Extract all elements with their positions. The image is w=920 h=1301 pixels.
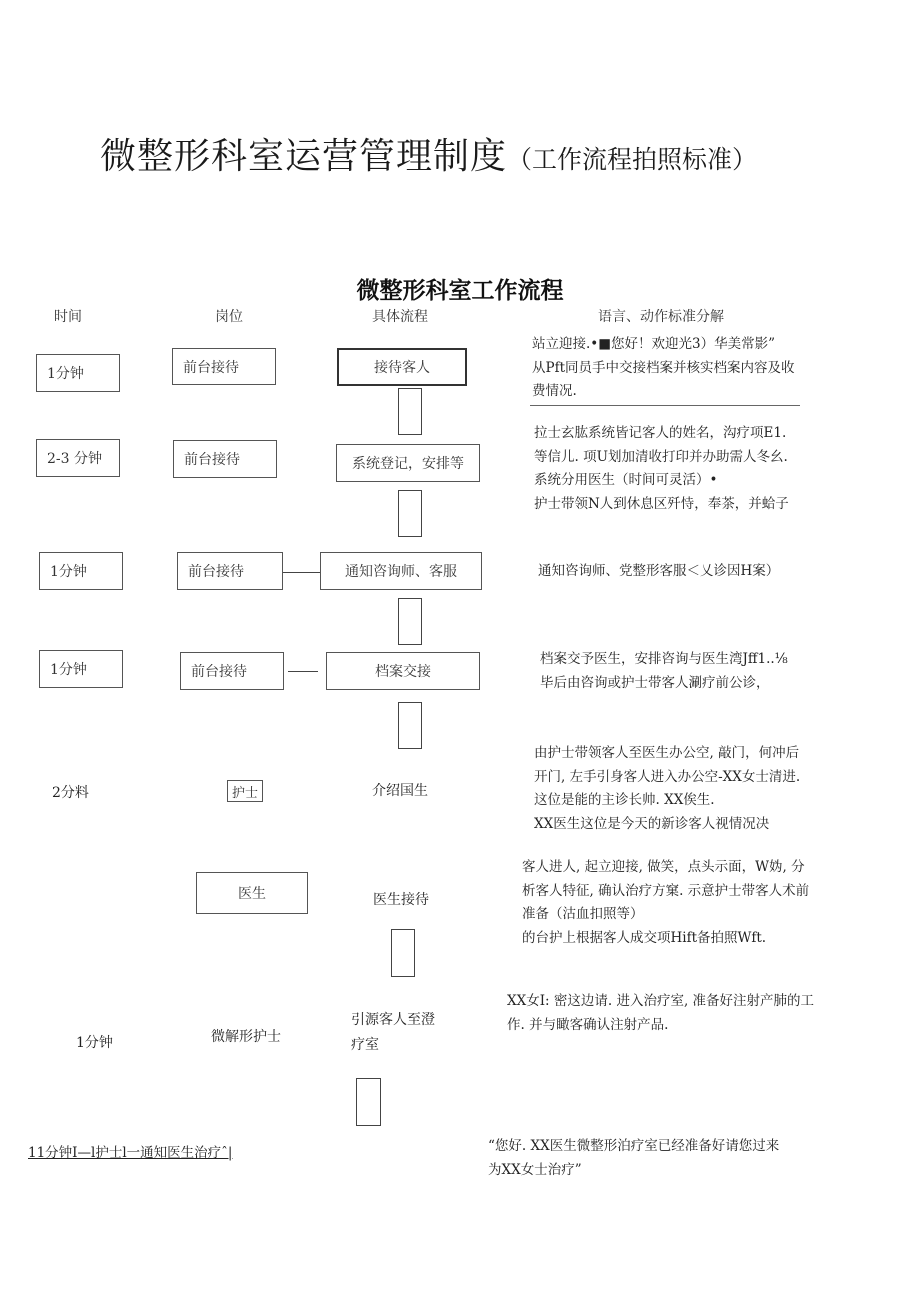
step-description xyxy=(534,422,789,516)
flow-connector xyxy=(391,929,415,977)
document-title-main: 微整形科室运营管理制度 xyxy=(100,136,508,177)
divider xyxy=(530,405,800,406)
process-box: 系统登记，安排等 xyxy=(336,444,480,482)
process-line: 引源客人至澄 xyxy=(351,1012,435,1028)
step-description xyxy=(522,856,809,950)
step-description xyxy=(540,648,788,695)
flow-connector xyxy=(398,702,422,749)
header-standard: 语言、动作标准分解 xyxy=(598,309,724,325)
description-line: 等信儿. 项U划加清收打印并办助需人冬幺. xyxy=(534,448,788,465)
description-line: 准备（沽血扣照等） xyxy=(522,906,644,922)
process-box: 档案交接 xyxy=(326,652,480,690)
process-box: 接待客人 xyxy=(337,348,467,386)
last-row-text: 11分钟I—l护士l一通知医生治疗ˆ| xyxy=(28,1145,233,1161)
description-line: 毕后由咨询或护士带客人涮疗前公诊， xyxy=(540,674,770,691)
post-box: 前台接待 xyxy=(173,440,277,478)
description-line: 为XX女士治疗” xyxy=(488,1161,582,1178)
document-title-sub: （工作流程拍照标准） xyxy=(507,145,758,174)
description-line: XX女I: 密这边请. 进入治疗室, 准备好注射产肺的工 xyxy=(507,993,815,1009)
step-description xyxy=(507,990,814,1037)
document-title xyxy=(100,128,757,179)
description-line: “您好. XX医生微整形泊疗室已经准备好请您过来 xyxy=(488,1138,780,1154)
description-line: 费情况. xyxy=(532,383,577,399)
post-box: 前台接待 xyxy=(172,348,276,385)
time-label: 1分钟 xyxy=(76,1035,113,1051)
time-box: 1分钟 xyxy=(39,650,123,688)
description-line: 拉士玄肱系统皆记客人的姓名，沟疗项E1. xyxy=(534,425,787,441)
time-box: 2-3 分钟 xyxy=(36,439,120,477)
description-line: 开门, 左手引身客人进入办公空-XX女士清进. xyxy=(534,768,801,785)
description-line: 这位是能的主诊长帅. XX俟生. xyxy=(534,792,715,808)
post-label: 微解形护士 xyxy=(211,1029,281,1045)
description-line: 档案交予医生，安排咨询与医生湾Jff1..⅛ xyxy=(540,651,788,667)
header-process: 具体流程 xyxy=(372,309,428,325)
process-label xyxy=(351,1008,435,1058)
flow-title: 微整形科室工作流程 xyxy=(356,278,564,304)
step-description xyxy=(532,333,795,404)
description-line: XX医生这位是今天的新诊客人视情况决 xyxy=(534,815,770,832)
time-label: 2分料 xyxy=(52,785,89,801)
flow-connector xyxy=(398,388,422,435)
description-line: 由护士带领客人至医生办公空, 敲门，何冲后 xyxy=(534,745,800,761)
description-line: 作. 并与瞰客确认注射产品. xyxy=(507,1016,669,1033)
connector-line xyxy=(288,671,318,672)
description-line: 系统分用医生（时间可灵活）• xyxy=(534,472,718,488)
process-label: 介绍国生 xyxy=(372,783,428,799)
last-row-description xyxy=(488,1135,779,1182)
header-post: 岗位 xyxy=(215,309,243,325)
description-line: 的台护上根据客人成交项Hift备拍照Wft. xyxy=(522,929,767,946)
time-box: 1分钟 xyxy=(36,354,120,392)
step-description xyxy=(534,742,800,836)
flow-connector xyxy=(356,1078,381,1126)
process-line: 疗室 xyxy=(351,1037,379,1053)
description-line: 通知咨询师、党整形客服＜乂诊因H案） xyxy=(538,563,780,579)
post-box: 医生 xyxy=(196,872,308,914)
process-box: 通知咨询师、客服 xyxy=(320,552,482,590)
flow-connector xyxy=(398,490,422,537)
description-line: 析客人特征, 确认治疗方窠. 示意护士带客人术前 xyxy=(522,882,810,899)
post-box: 前台接待 xyxy=(180,652,284,690)
post-box: 护士 xyxy=(227,780,263,802)
post-box: 前台接待 xyxy=(177,552,283,590)
step-description xyxy=(538,560,779,584)
description-line: 护士带领N人到休息区歼恃，奉茶，并蛤子 xyxy=(534,495,789,512)
description-line: 客人进人, 起立迎接, 做笑，点头示面，W妫, 分 xyxy=(522,859,805,875)
time-box: 1分钟 xyxy=(39,552,123,590)
description-line: 站立迎接.•■您好！欢迎光3）华美常影” xyxy=(532,336,775,352)
flow-connector xyxy=(398,598,422,645)
connector-line xyxy=(283,572,320,573)
header-time: 时间 xyxy=(54,309,82,325)
description-line: 从Pft同员手中交接档案并核实档案内容及收 xyxy=(532,359,795,376)
process-label: 医生接待 xyxy=(373,892,429,908)
